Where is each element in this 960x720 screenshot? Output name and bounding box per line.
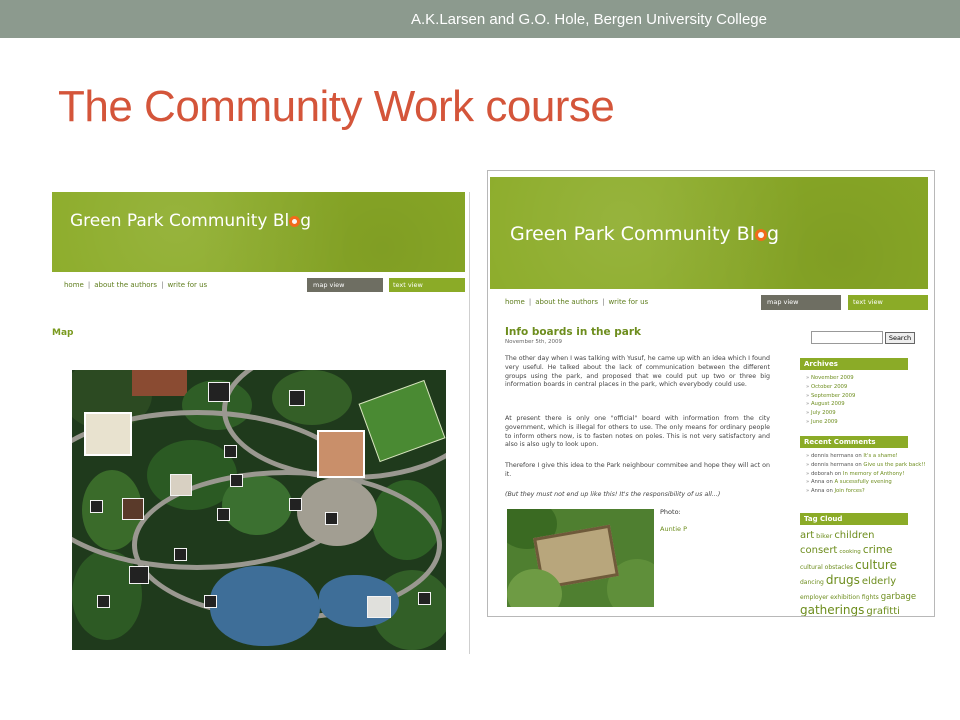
comment-item: [806, 470, 931, 479]
tag-link[interactable]: art: [800, 530, 815, 541]
tag-link[interactable]: crime: [862, 544, 893, 556]
blog-title-text: Green Park Community Bl: [70, 211, 290, 231]
comment-item: [806, 478, 931, 487]
map-pin[interactable]: [90, 500, 103, 513]
tag-link[interactable]: employer exhibition: [800, 594, 860, 601]
tab-text-label: text view: [393, 281, 423, 289]
map-pin[interactable]: [129, 566, 149, 584]
map-pin[interactable]: [217, 508, 230, 521]
nav-home[interactable]: home: [505, 298, 525, 306]
blog-title[interactable]: [70, 211, 311, 231]
comment-link[interactable]: Join forces?: [834, 488, 865, 495]
tab-text-view[interactable]: [848, 295, 928, 310]
tag-link[interactable]: consert: [800, 545, 838, 556]
photo-label: Photo:: [660, 508, 681, 516]
tag-cloud: [800, 527, 928, 617]
comment-item: [806, 487, 931, 496]
post-paragraph: Therefore I give this idea to the Park neighbour commitee and hope they will act on it.: [505, 462, 770, 478]
tab-map-view[interactable]: [307, 278, 383, 292]
archive-link[interactable]: » July 2009: [806, 409, 855, 418]
nav-write[interactable]: write for us: [167, 281, 208, 289]
recent-comments-heading: Recent Comments: [800, 436, 908, 448]
tag-cloud-heading: Tag Cloud: [800, 513, 908, 525]
comment-item: [806, 461, 931, 470]
tab-map-view[interactable]: [761, 295, 841, 310]
map-pin[interactable]: [208, 382, 230, 402]
info-board-photo: [507, 509, 654, 607]
blog-title-suffix: g: [300, 211, 312, 231]
map-pin[interactable]: [418, 592, 431, 605]
blog-title-text: Green Park Community Bl: [510, 223, 755, 245]
post-paragraph: (But they must not end up like this! It's the responsibility of us all...): [505, 491, 721, 498]
map-view-screenshot: [50, 192, 470, 654]
map-pin[interactable]: [367, 596, 391, 618]
post-paragraph: At present there is only one "official" board with information from the city government, which is illegal for others to use. The only means for ordinary people to inform others now, is to fasten notes on poles. This is not very satisfactory and also is also ugly to look upon.: [505, 415, 770, 449]
comment-author: Anna on: [810, 488, 833, 495]
tag-link[interactable]: gatherings: [800, 603, 865, 617]
comment-link[interactable]: It's a shame!: [863, 453, 898, 459]
tag-link[interactable]: fights: [861, 594, 879, 601]
park-map[interactable]: [72, 370, 446, 650]
text-view-screenshot: [487, 170, 935, 617]
tag-link[interactable]: culture: [855, 558, 897, 572]
nav-separator: |: [602, 298, 605, 306]
map-pin[interactable]: [170, 474, 192, 496]
map-pin[interactable]: [289, 498, 302, 511]
comment-author: Anna on: [810, 479, 833, 486]
tab-text-label: text view: [853, 298, 883, 306]
comment-link[interactable]: In memory of Anthony!: [842, 470, 905, 477]
tag-link[interactable]: children: [834, 530, 875, 541]
tag-link[interactable]: dancing: [800, 579, 824, 586]
blog-header: [52, 192, 465, 272]
archive-link[interactable]: » September 2009: [806, 392, 855, 401]
archive-link[interactable]: » August 2009: [806, 400, 855, 409]
building-roof: [132, 370, 187, 396]
tab-map-label: map view: [767, 298, 799, 306]
map-heading: Map: [52, 328, 74, 338]
post-paragraph: The other day when I was talking with Yusuf, he came up with an idea which I found very useful. He talked about the lack of communication between the different groups using the park, and proposed that we could put up two or three big information boards in central places in the park, which everybody could use.: [505, 355, 770, 389]
search-button[interactable]: Search: [885, 332, 915, 344]
blog-title[interactable]: [510, 223, 779, 245]
nav-separator: |: [528, 298, 532, 306]
blog-header: [490, 177, 928, 289]
blog-nav: [505, 298, 648, 306]
map-pin[interactable]: [204, 595, 217, 608]
map-pin[interactable]: [289, 390, 305, 406]
header-band: [0, 0, 960, 38]
archive-link[interactable]: » November 2009: [806, 374, 855, 383]
photo-credit-link[interactable]: Auntie P: [660, 525, 688, 533]
logo-dot-icon: [755, 229, 767, 241]
comment-link[interactable]: Give us the park back!!: [863, 461, 926, 468]
comment-item: [806, 452, 931, 461]
logo-dot-icon: [289, 216, 300, 227]
comment-link[interactable]: A sucessfully evening: [834, 479, 892, 486]
map-pin[interactable]: [174, 548, 187, 561]
slide-title: The Community Work course: [58, 82, 615, 131]
post-date: November 5th, 2009: [505, 339, 562, 345]
archive-link[interactable]: » June 2009: [806, 418, 855, 427]
tag-link[interactable]: cooking: [839, 549, 861, 555]
tag-link[interactable]: drugs: [825, 573, 860, 587]
map-pin[interactable]: [325, 512, 338, 525]
nav-about[interactable]: about the authors: [94, 281, 158, 289]
tag-link[interactable]: garbage: [880, 592, 917, 602]
blog-nav: [64, 281, 207, 289]
tag-link[interactable]: cultural obstacles: [800, 564, 854, 571]
map-pin[interactable]: [230, 474, 243, 487]
nav-write[interactable]: write for us: [608, 298, 649, 306]
tag-link[interactable]: grafitti: [866, 606, 900, 617]
nav-about[interactable]: about the authors: [535, 298, 599, 306]
blog-title-suffix: g: [767, 223, 780, 245]
search-input[interactable]: [811, 331, 883, 344]
nav-home[interactable]: home: [64, 281, 84, 289]
map-pin[interactable]: [97, 595, 110, 608]
comment-author: deborah on: [810, 470, 842, 477]
nav-separator: |: [87, 281, 91, 289]
nav-separator: |: [161, 281, 164, 289]
tab-map-label: map view: [313, 281, 345, 289]
tag-link[interactable]: elderly: [861, 576, 897, 587]
archives-heading: Archives: [800, 358, 908, 370]
children-photo[interactable]: [317, 430, 365, 478]
post-title[interactable]: Info boards in the park: [505, 326, 641, 338]
sign-photo[interactable]: [84, 412, 132, 456]
comment-author: dennis hermans on: [810, 461, 862, 468]
tab-text-view[interactable]: [389, 278, 465, 292]
map-pin[interactable]: [224, 445, 237, 458]
tag-link[interactable]: biker: [816, 532, 833, 540]
author-credit: A.K.Larsen and G.O. Hole, Bergen University College: [410, 11, 767, 28]
recent-comments-list: [806, 452, 931, 496]
comment-author: dennis hermans on: [810, 453, 862, 459]
archive-link[interactable]: » October 2009: [806, 383, 855, 392]
pond-left: [210, 566, 320, 646]
archives-list: [806, 374, 855, 427]
map-pin[interactable]: [122, 498, 144, 520]
